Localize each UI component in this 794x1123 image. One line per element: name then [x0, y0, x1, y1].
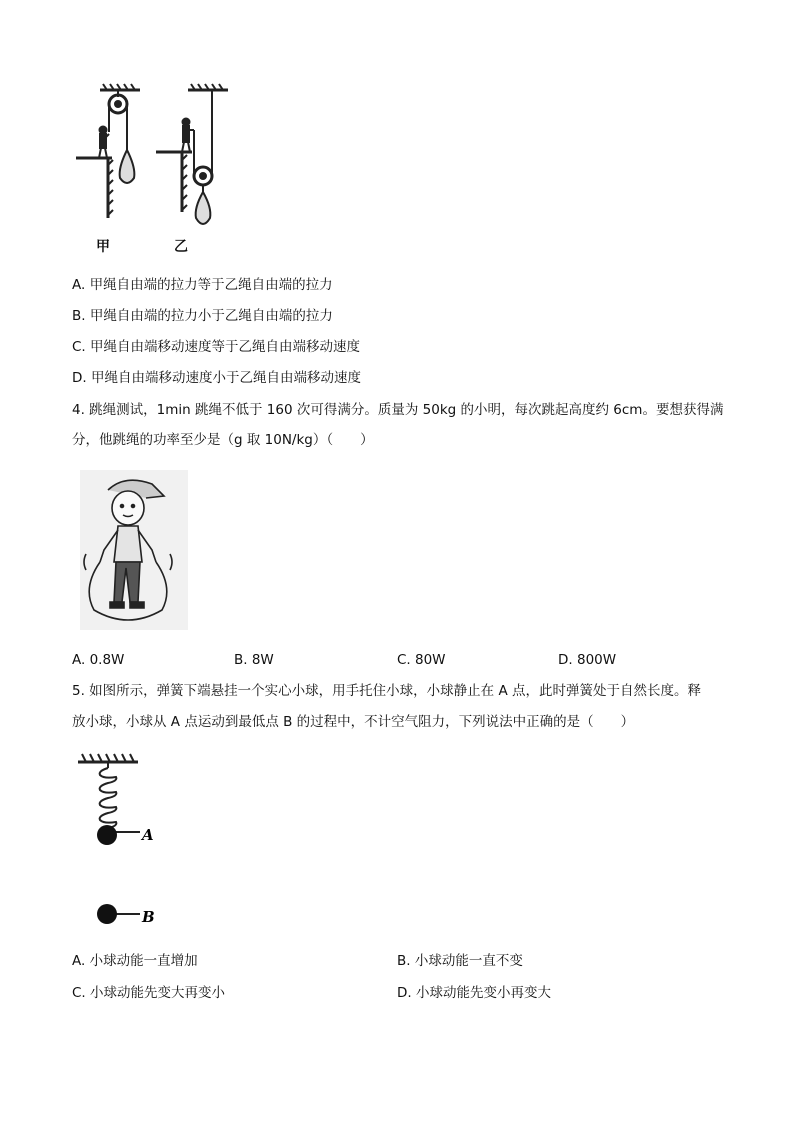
q5-stem-line2: 放小球，小球从 A 点运动到最低点 B 的过程中，不计空气阻力，下列说法中正确的是（ ）: [72, 714, 635, 730]
pulley-diagram: [0, 0, 794, 260]
q5-option-b: B. 小球动能一直不变: [397, 953, 523, 969]
pulley-yi: [156, 84, 228, 224]
q4-option-d: D. 800W: [558, 652, 617, 668]
rope-skipping-illustration: [80, 470, 190, 632]
q4-option-c: C. 80W: [397, 652, 446, 668]
figure-label-jia: 甲: [96, 239, 110, 255]
q5-option-d: D. 小球动能先变小再变大: [397, 985, 551, 1001]
q3-option-c: C. 甲绳自由端移动速度等于乙绳自由端移动速度: [72, 339, 361, 355]
q5-option-a: A. 小球动能一直增加: [72, 953, 198, 969]
q3-option-d: D. 甲绳自由端移动速度小于乙绳自由端移动速度: [72, 370, 361, 386]
spring-ball-diagram: [70, 752, 230, 942]
q4-stem-line1: 4. 跳绳测试，1min 跳绳不低于 160 次可得满分。质量为 50kg 的小明，每次跳起高度约 6cm。要想获得满: [72, 402, 724, 418]
label-point-a: A: [142, 826, 154, 844]
q5-stem-line1: 5. 如图所示，弹簧下端悬挂一个实心小球，用手托住小球，小球静止在 A 点，此时弹簧处于自然长度。释: [72, 683, 701, 699]
figure-label-yi: 乙: [174, 239, 188, 255]
q3-option-b: B. 甲绳自由端的拉力小于乙绳自由端的拉力: [72, 308, 333, 324]
pulley-jia: [76, 84, 140, 218]
q4-option-a: A. 0.8W: [72, 652, 125, 668]
q4-stem-line2: 分，他跳绳的功率至少是（g 取 10N/kg）（ ）: [72, 432, 374, 448]
q5-option-c: C. 小球动能先变大再变小: [72, 985, 226, 1001]
label-point-b: B: [142, 908, 155, 926]
q4-option-b: B. 8W: [234, 652, 274, 668]
q3-option-a: A. 甲绳自由端的拉力等于乙绳自由端的拉力: [72, 277, 333, 293]
